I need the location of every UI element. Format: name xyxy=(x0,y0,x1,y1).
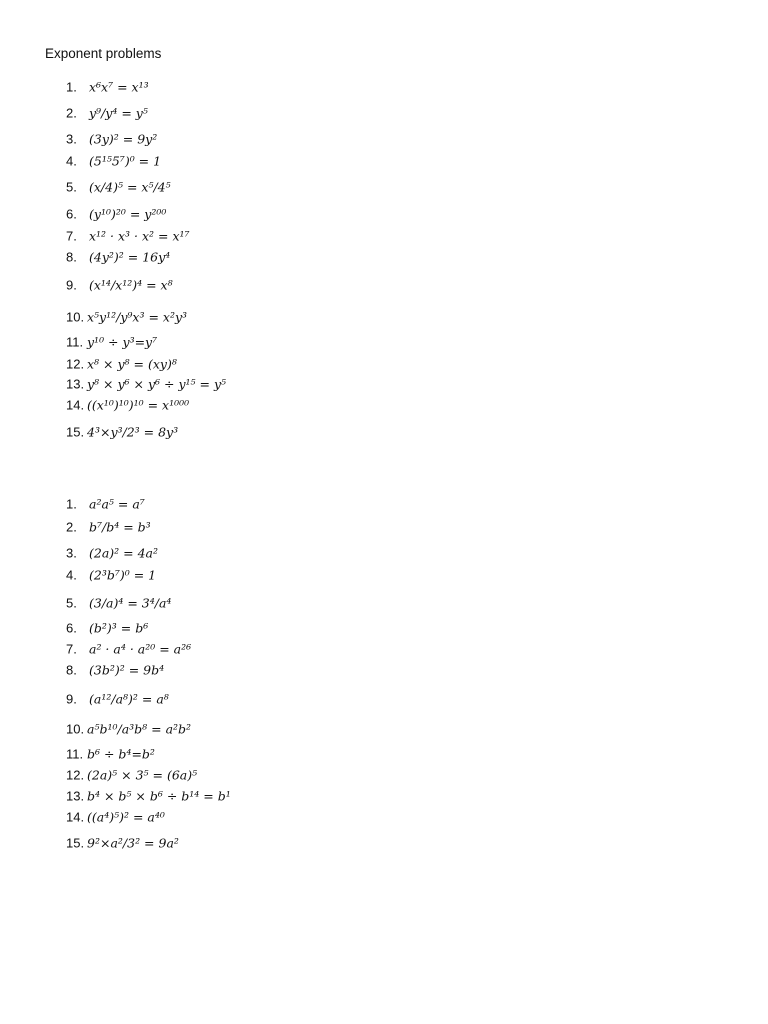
item-number: 9. xyxy=(66,277,77,293)
item-equation: (b²)³ = b⁶ xyxy=(89,620,149,636)
item-number: 4. xyxy=(66,567,77,583)
item-equation: (5¹⁵5⁷)⁰ = 1 xyxy=(89,153,162,169)
item-equation: ((a⁴)⁵)² = a⁴⁰ xyxy=(87,809,165,825)
item-number: 1. xyxy=(66,79,77,95)
item-equation: a⁵b¹⁰/a³b⁸ = a²b² xyxy=(87,721,192,737)
item-number: 12. xyxy=(66,767,85,783)
item-equation: y⁸ × y⁶ × y⁶ ÷ y¹⁵ = y⁵ xyxy=(87,376,227,392)
item-number: 5. xyxy=(66,179,77,195)
item-number: 14. xyxy=(66,397,85,413)
item-equation: a²a⁵ = a⁷ xyxy=(89,496,145,512)
item-number: 8. xyxy=(66,249,77,265)
item-number: 5. xyxy=(66,595,77,611)
item-equation: x⁸ × y⁸ = (xy)⁸ xyxy=(87,356,177,372)
item-number: 11. xyxy=(66,746,84,762)
page-title: Exponent problems xyxy=(45,46,162,61)
item-number: 7. xyxy=(66,228,77,244)
item-equation: (4y²)² = 16y⁴ xyxy=(89,249,171,265)
item-number: 6. xyxy=(66,206,77,222)
item-equation: a² · a⁴ · a²⁰ = a²⁶ xyxy=(89,641,192,657)
item-number: 15. xyxy=(66,835,85,851)
item-number: 11. xyxy=(66,334,84,350)
item-equation: (2³b⁷)⁰ = 1 xyxy=(89,567,157,583)
item-equation: x⁶x⁷ = x¹³ xyxy=(89,79,149,95)
item-equation: (2a)² = 4a² xyxy=(89,545,159,561)
item-number: 13. xyxy=(66,788,85,804)
item-equation: b⁷/b⁴ = b³ xyxy=(89,519,151,535)
item-number: 7. xyxy=(66,641,77,657)
item-number: 1. xyxy=(66,496,77,512)
item-equation: y¹⁰ ÷ y³=y⁷ xyxy=(87,334,158,350)
item-equation: x¹² · x³ · x² = x¹⁷ xyxy=(89,228,190,244)
item-equation: (2a)⁵ × 3⁵ = (6a)⁵ xyxy=(87,767,198,783)
item-equation: (x¹⁴/x¹²)⁴ = x⁸ xyxy=(89,277,173,293)
item-number: 13. xyxy=(66,376,85,392)
item-number: 12. xyxy=(66,356,85,372)
item-equation: (y¹⁰)²⁰ = y²⁰⁰ xyxy=(89,206,167,222)
item-number: 2. xyxy=(66,519,77,535)
item-equation: 9²×a²/3² = 9a² xyxy=(87,835,179,851)
item-equation: (3b²)² = 9b⁴ xyxy=(89,662,165,678)
item-number: 4. xyxy=(66,153,77,169)
item-number: 3. xyxy=(66,545,77,561)
item-number: 6. xyxy=(66,620,77,636)
item-number: 8. xyxy=(66,662,77,678)
item-number: 3. xyxy=(66,131,77,147)
item-number: 15. xyxy=(66,424,85,440)
item-number: 14. xyxy=(66,809,85,825)
item-number: 2. xyxy=(66,105,77,121)
item-number: 10. xyxy=(66,721,85,737)
item-number: 9. xyxy=(66,691,77,707)
item-equation: (3/a)⁴ = 3⁴/a⁴ xyxy=(89,595,172,611)
item-equation: b⁴ × b⁵ × b⁶ ÷ b¹⁴ = b¹ xyxy=(87,788,231,804)
item-equation: b⁶ ÷ b⁴=b² xyxy=(87,746,155,762)
item-equation: (3y)² = 9y² xyxy=(89,131,158,147)
item-equation: y⁹/y⁴ = y⁵ xyxy=(89,105,148,121)
item-equation: x⁵y¹²/y⁹x³ = x²y³ xyxy=(87,309,188,325)
item-equation: (x/4)⁵ = x⁵/4⁵ xyxy=(89,179,171,195)
item-equation: (a¹²/a⁸)² = a⁸ xyxy=(89,691,169,707)
item-equation: 4³×y³/2³ = 8y³ xyxy=(87,424,179,440)
item-equation: ((x¹⁰)¹⁰)¹⁰ = x¹⁰⁰⁰ xyxy=(87,397,190,413)
item-number: 10. xyxy=(66,309,85,325)
